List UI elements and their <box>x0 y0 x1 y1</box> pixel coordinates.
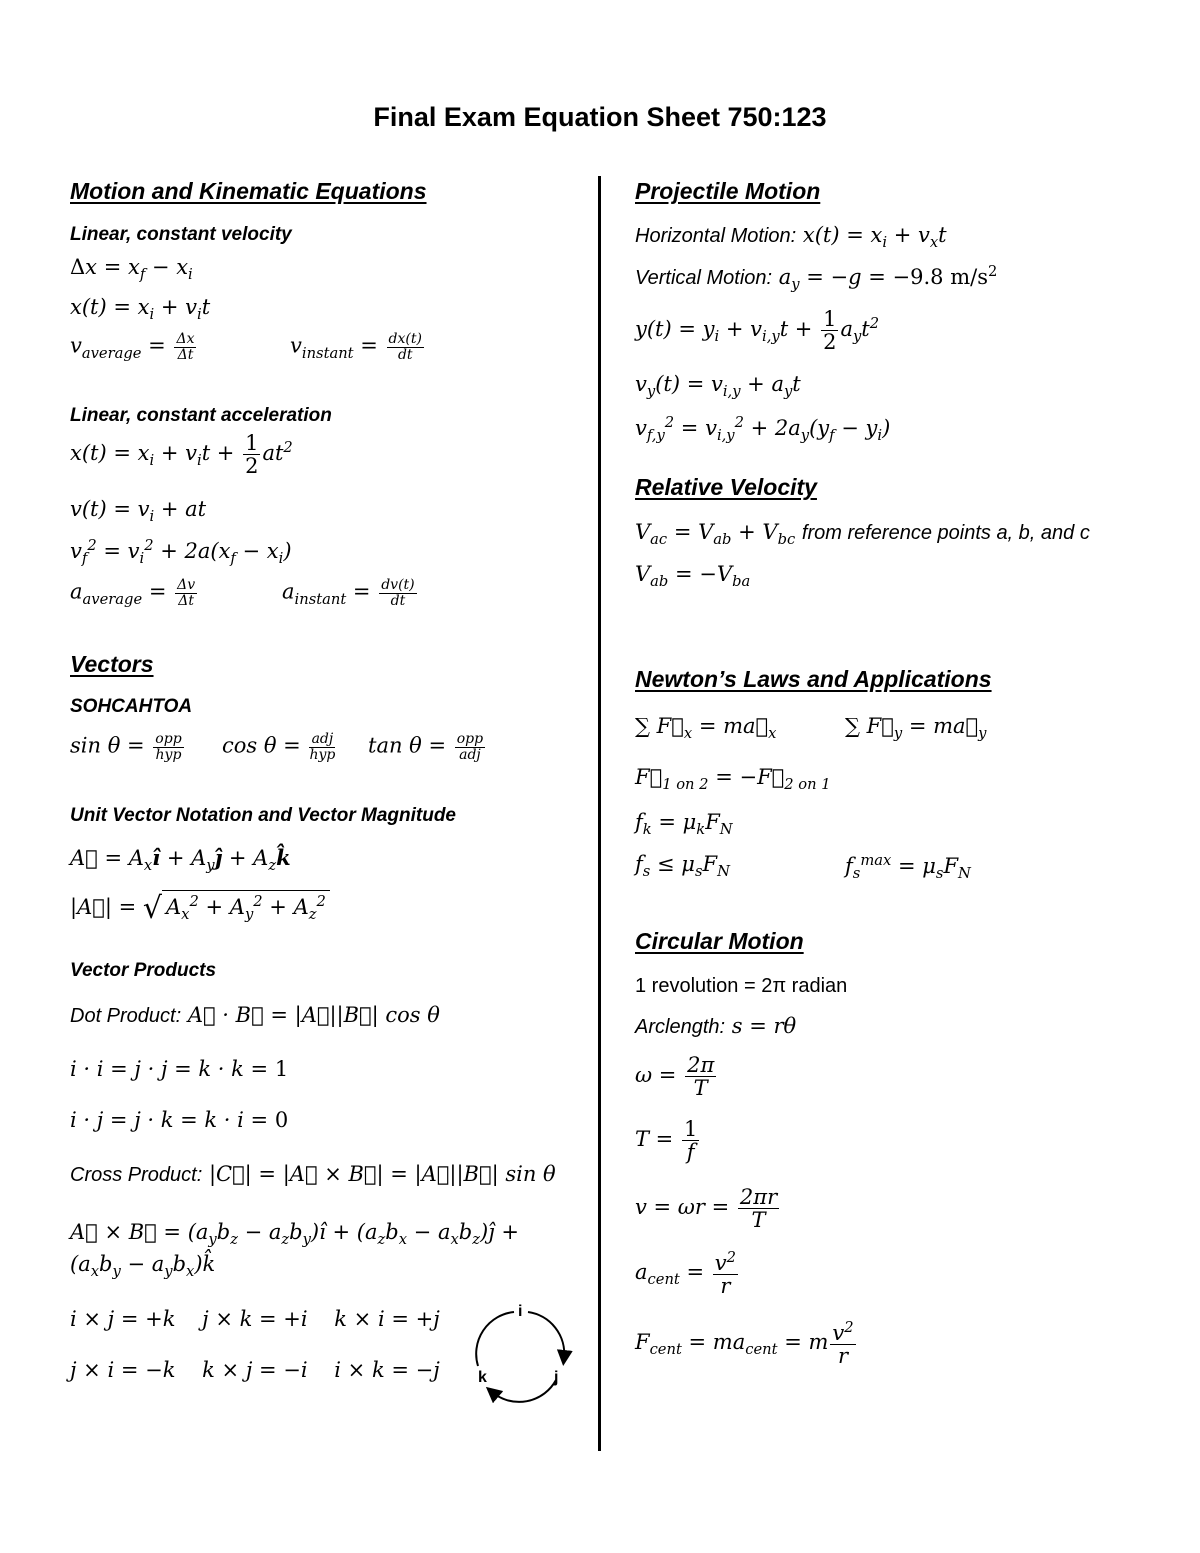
cycle-label-k: k <box>478 1369 487 1386</box>
eq-relative-reverse: $V_{ab} = -V_{ba}$ <box>635 562 751 591</box>
column-divider <box>598 176 601 1451</box>
eq-dot-product: Dot Product: A⃗ · B⃗ = |A⃗||B⃗| cos θ <box>70 1003 440 1027</box>
eq-cross-negative: j × i = −k k × j = −i i × k = −j <box>70 1358 440 1382</box>
eq-projectile-vy-squared: $v_{f,y}^2 = v_{i,y}^2 + 2a_y(y_f - y_i)$ <box>635 414 891 445</box>
eq-displacement: $\Delta x = x_f - x_i$ <box>70 255 193 284</box>
eq-relative-velocity: $V_{ac} = V_{ab} + V_{bc}$ from reference points a, b, and c <box>635 520 1090 549</box>
cycle-label-j: j <box>554 1369 559 1386</box>
section-heading-circular: Circular Motion <box>635 928 804 954</box>
eq-a-average: $a_{average}$ = $\frac{\Delta v}{\Delta t}$ <box>70 577 196 609</box>
eq-horizontal-motion: Horizontal Motion: $x(t) = x_i + v_xt$ <box>635 223 947 252</box>
eq-centripetal-force: $F_{cent} = ma_{cent} = m$ $\frac{v^2}{r}$ <box>635 1319 854 1369</box>
subheading-vector-products: Vector Products <box>70 960 217 981</box>
relative-velocity-text: from reference points a, b, and c <box>801 522 1090 544</box>
section-heading-vectors: Vectors <box>70 651 154 677</box>
horizontal-motion-label: Horizontal Motion: <box>635 225 797 247</box>
eq-newton-y: ∑ $F⃗_y$ = $ma⃗_y$ <box>845 714 987 743</box>
eq-tan: tan θ = $\frac{\text{opp}}{\text{adj}}$ <box>368 731 484 763</box>
eq-position-const-a: $x(t) = x_i + v_it$ + $\frac{1}{2}$ $at^2$ <box>70 431 293 479</box>
eq-dot-different: i · j = j · k = k · i = 0 <box>70 1108 289 1132</box>
cross-product-cycle-diagram <box>468 1300 578 1410</box>
section-heading-relative: Relative Velocity <box>635 474 817 500</box>
dot-product-label: Dot Product: <box>70 1005 182 1027</box>
eq-a-instant: $a_{instant}$ = $\frac{dv(t)}{dt}$ <box>282 577 415 609</box>
eq-angular-frequency: ω = $\frac{2\pi}{T}$ <box>635 1053 715 1101</box>
eq-vertical-motion: Vertical Motion: $a_y = -g = -9.8$ $m/s^2$ <box>635 263 998 294</box>
eq-newton-third: $F⃗_{1 on 2}$ = $-F⃗_{2 on 1}$ <box>635 765 831 794</box>
eq-centripetal-acceleration: $a_{cent}$ = $\frac{v^2}{r}$ <box>635 1249 736 1299</box>
section-heading-newton: Newton’s Laws and Applications <box>635 666 992 692</box>
page-title: Final Exam Equation Sheet 750:123 <box>373 102 827 132</box>
eq-dot-same: i · i = j · j = k · k = 1 <box>70 1057 289 1081</box>
cycle-label-i: i <box>518 1303 523 1320</box>
eq-cross-positive: i × j = +k j × k = +i k × i = +j <box>70 1307 440 1331</box>
eq-projectile-y: $y(t) = y_i + v_{i,y}t$ + $\frac{1}{2}$ $a_yt^2$ <box>635 307 880 355</box>
eq-vector-magnitude: |A⃗| = √ $A_x^2 + A_y^2 + A_z^2$ <box>70 890 330 926</box>
eq-v-instant: $v_{instant}$ = $\frac{dx(t)}{dt}$ <box>290 331 422 363</box>
eq-position-const-v: $x(t) = x_i + v_it$ <box>70 295 211 324</box>
cycle-arrow-j-to-k <box>492 1380 556 1402</box>
eq-static-friction: $f_s \le \mu_sF_N$ <box>635 852 730 881</box>
eq-cross-magnitude: Cross Product: |C⃗| = |A⃗ × B⃗| = |A⃗||B⃗| sin θ <box>70 1162 556 1186</box>
cycle-arrow-k-to-i <box>476 1312 514 1366</box>
eq-projectile-vy: $v_y(t) = v_{i,y} + a_yt$ <box>635 372 801 401</box>
eq-v-average: $v_{average}$ = $\frac{\Delta x}{\Delta t}$ <box>70 331 195 363</box>
subheading-linear-accel: Linear, constant acceleration <box>70 405 332 426</box>
eq-sin: sin θ = $\frac{\text{opp}}{\text{hyp}}$ <box>70 731 182 763</box>
subheading-unit-vector: Unit Vector Notation and Vector Magnitude <box>70 805 456 826</box>
eq-cross-components-1: A⃗ × B⃗ = ($a_yb_z$ − $a_zb_y)î + (a_zb_x$ − $a_xb_z)ĵ$ + <box>70 1220 519 1249</box>
eq-cross-components-2: ($a_xb_y$ − $a_yb_x)k̂$ <box>70 1252 216 1281</box>
section-heading-motion: Motion and Kinematic Equations <box>70 178 427 204</box>
eq-velocity-const-a: $v(t) = v_i$ + at <box>70 497 207 526</box>
eq-kinetic-friction: $f_k = \mu_kF_N$ <box>635 810 733 839</box>
cycle-arrow-i-to-j <box>528 1312 564 1358</box>
eq-period: T = $\frac{1}{f}$ <box>635 1117 698 1165</box>
revolution-definition: 1 revolution = 2π radian <box>635 975 848 997</box>
section-heading-projectile: Projectile Motion <box>635 178 821 204</box>
subheading-sohcahtoa: SOHCAHTOA <box>70 696 193 717</box>
eq-cos: cos θ = $\frac{\text{adj}}{\text{hyp}}$ <box>222 731 336 763</box>
eq-arclength: Arclength: s = rθ <box>635 1014 797 1038</box>
eq-velocity-squared: $v_f^2 = v_i^2 + 2a(x_f - x_i)$ <box>70 537 292 568</box>
eq-static-friction-max: $f_s^{max} = \mu_sF_N$ <box>845 852 971 883</box>
arclength-label: Arclength: <box>635 1016 726 1038</box>
eq-tangential-velocity: v = ωr = $\frac{2\pi r}{T}$ <box>635 1185 778 1233</box>
cross-product-label: Cross Product: <box>70 1164 203 1186</box>
eq-newton-x: ∑ $F⃗_x$ = $ma⃗_x$ <box>635 714 777 743</box>
vertical-motion-label: Vertical Motion: <box>635 267 773 289</box>
eq-unit-vector: A⃗ = $A_xî$ + $A_yĵ$ + $A_zk̂$ <box>70 845 291 875</box>
subheading-linear-velocity: Linear, constant velocity <box>70 224 292 245</box>
